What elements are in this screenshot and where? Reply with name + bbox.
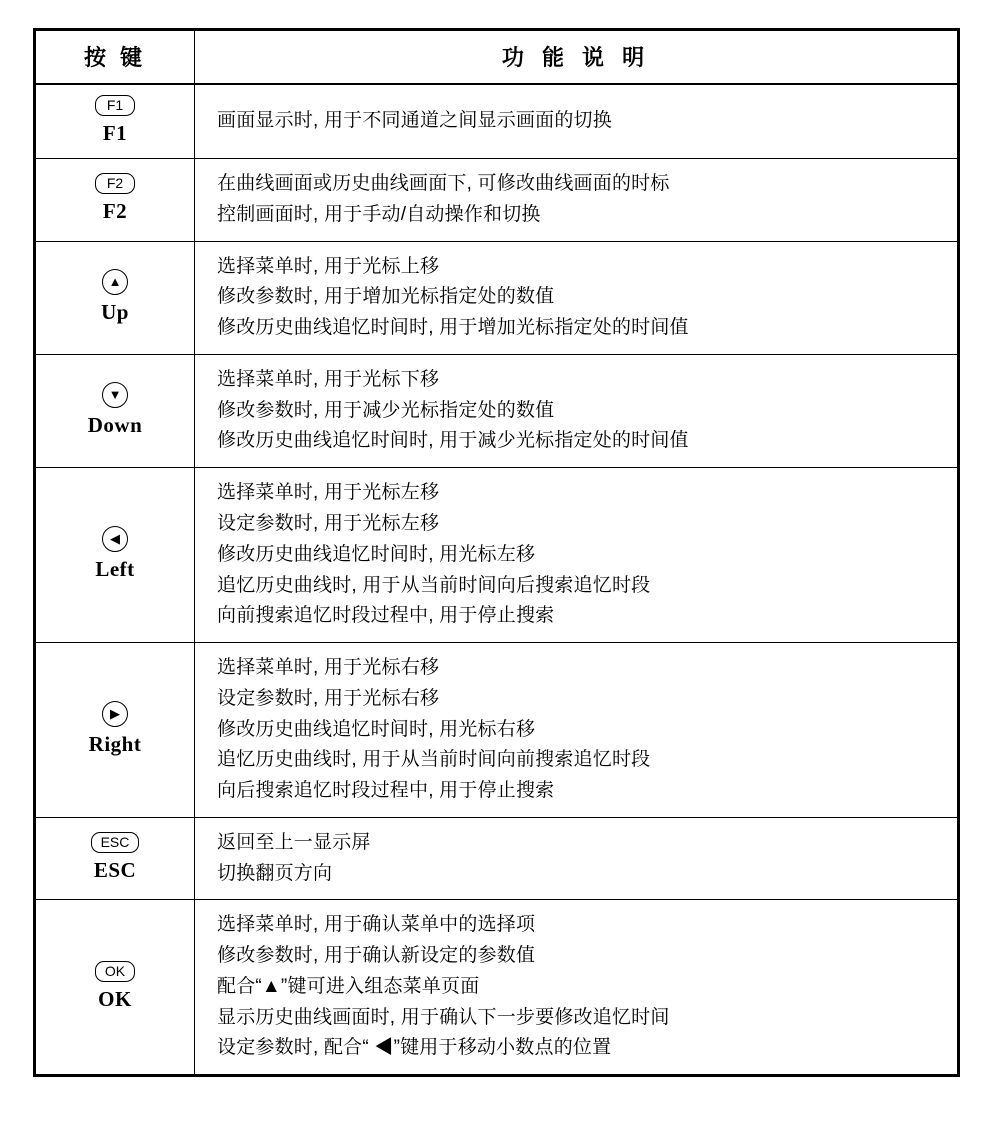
description-cell: [195, 354, 959, 467]
description-line: 切换翻页方向: [217, 862, 333, 884]
key-cell: [35, 468, 195, 643]
description-line: 显示历史曲线画面时, 用于确认下一步要修改追忆时间: [217, 1006, 670, 1028]
description-line: 选择菜单时, 用于光标上移: [217, 255, 440, 277]
description-line: 修改历史曲线追忆时间时, 用于增加光标指定处的时间值: [217, 317, 689, 339]
table-body: [35, 84, 959, 1076]
description-line: 配合“▲”键可进入组态菜单页面: [217, 975, 480, 997]
description-line: 返回至上一显示屏: [217, 831, 371, 853]
key-up-icon: ▲: [102, 269, 128, 295]
key-cell: [35, 817, 195, 900]
key-label: Up: [101, 299, 129, 324]
description-line: 向前搜索追忆时段过程中, 用于停止搜索: [217, 605, 555, 627]
description-line: 修改参数时, 用于增加光标指定处的数值: [217, 286, 555, 308]
key-label: Right: [88, 731, 142, 756]
key-cell: [35, 84, 195, 159]
description-cell: [195, 159, 959, 242]
key-cell: [35, 354, 195, 467]
description-line: 设定参数时, 配合“ ◀”键用于移动小数点的位置: [217, 1037, 612, 1059]
description-line: 在曲线画面或历史曲线画面下, 可修改曲线画面的时标: [217, 173, 670, 195]
description-line: 修改参数时, 用于减少光标指定处的数值: [217, 399, 555, 421]
table-row: [35, 84, 959, 159]
key-ok-icon: OK: [95, 961, 135, 982]
table-row: [35, 900, 959, 1076]
description-line: 选择菜单时, 用于光标下移: [217, 368, 440, 390]
description-line: 向后搜索追忆时段过程中, 用于停止搜索: [217, 780, 555, 802]
column-header-key: 按 键: [35, 30, 195, 85]
key-cell: [35, 900, 195, 1076]
description-line: 追忆历史曲线时, 用于从当前时间向后搜索追忆时段: [217, 574, 651, 596]
key-esc-icon: ESC: [91, 832, 140, 853]
key-cell: [35, 241, 195, 354]
description-line: 选择菜单时, 用于光标右移: [217, 657, 440, 679]
table-row: [35, 159, 959, 242]
description-cell: [195, 817, 959, 900]
description-cell: [195, 468, 959, 643]
table-row: [35, 354, 959, 467]
key-label: Down: [87, 413, 143, 438]
key-f1-icon: F1: [95, 95, 135, 116]
table-row: [35, 643, 959, 818]
description-line: 修改历史曲线追忆时间时, 用于减少光标指定处的时间值: [217, 430, 689, 452]
key-cell: [35, 159, 195, 242]
table-row: [35, 817, 959, 900]
description-line: 追忆历史曲线时, 用于从当前时间向前搜索追忆时段: [217, 749, 651, 771]
description-line: 控制画面时, 用于手动/自动操作和切换: [217, 203, 541, 225]
description-line: 修改参数时, 用于确认新设定的参数值: [217, 945, 536, 967]
table-row: [35, 241, 959, 354]
description-line: 修改历史曲线追忆时间时, 用光标左移: [217, 543, 536, 565]
key-label: ESC: [93, 858, 137, 883]
description-line: 设定参数时, 用于光标右移: [217, 687, 440, 709]
column-header-description: 功 能 说 明: [195, 30, 959, 85]
table-row: [35, 468, 959, 643]
key-label: OK: [98, 986, 132, 1011]
key-label: F2: [102, 199, 128, 224]
description-cell: [195, 241, 959, 354]
key-label: Left: [95, 557, 135, 582]
description-line: 修改历史曲线追忆时间时, 用光标右移: [217, 718, 536, 740]
description-line: 画面显示时, 用于不同通道之间显示画面的切换: [217, 110, 612, 132]
key-right-icon: ▶: [102, 701, 128, 727]
description-line: 选择菜单时, 用于光标左移: [217, 482, 440, 504]
key-f2-icon: F2: [95, 173, 135, 194]
description-cell: [195, 84, 959, 159]
description-line: 设定参数时, 用于光标左移: [217, 512, 440, 534]
description-cell: [195, 900, 959, 1076]
key-cell: [35, 643, 195, 818]
description-line: 选择菜单时, 用于确认菜单中的选择项: [217, 914, 536, 936]
key-down-icon: ▼: [102, 382, 128, 408]
key-left-icon: ◀: [102, 526, 128, 552]
key-function-table: [33, 28, 960, 1077]
key-label: F1: [102, 121, 128, 146]
description-cell: [195, 643, 959, 818]
table-header-row: [35, 30, 959, 85]
